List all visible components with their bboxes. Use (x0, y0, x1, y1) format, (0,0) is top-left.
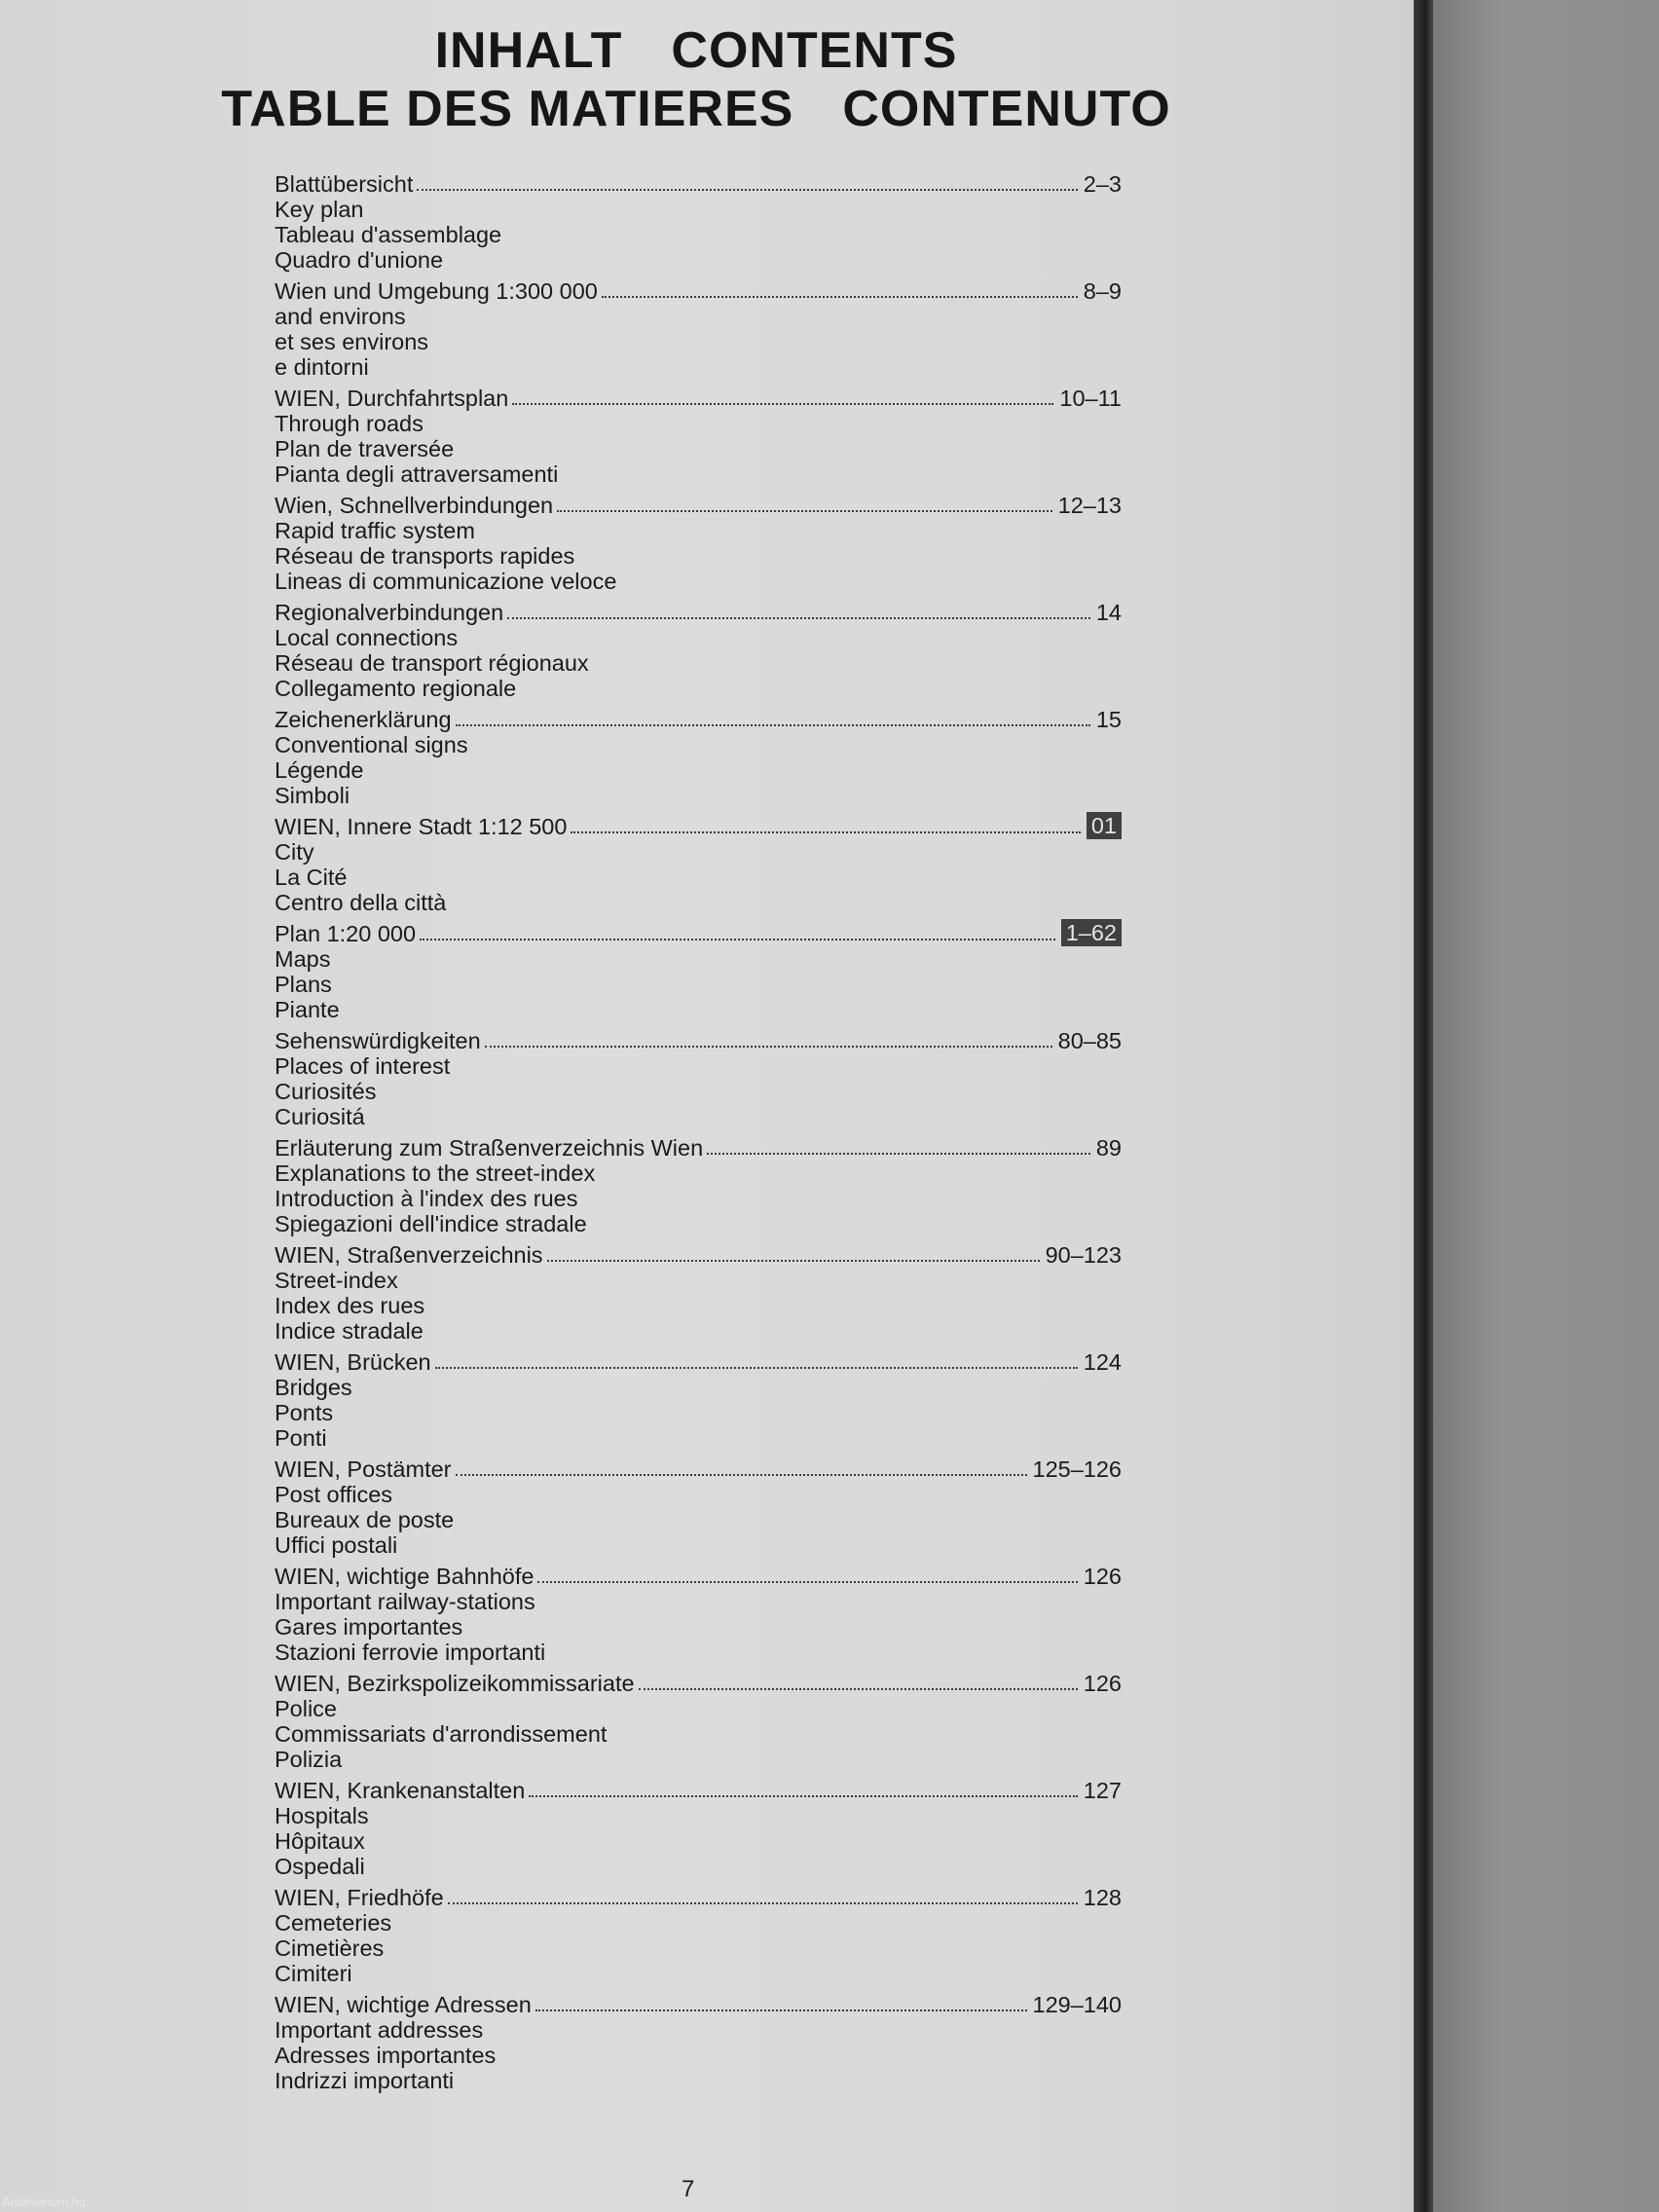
toc-entry-heading (275, 1028, 1122, 1053)
toc-entry-translation: Cimetières (275, 1936, 385, 1961)
dot-leader (456, 724, 1090, 726)
toc-entry-title: Blattübersicht (275, 171, 414, 197)
toc-entry-heading (275, 1456, 1122, 1482)
header-title-contents: CONTENTS (671, 22, 958, 79)
toc-entry-translation: Collegamento regionale (275, 676, 517, 701)
toc-entry-page: 2–3 (1083, 171, 1122, 197)
toc-entry (275, 707, 1122, 808)
toc-entry-translation: Post offices (275, 1482, 393, 1507)
dot-leader (529, 1795, 1077, 1797)
toc-entry-translation: Ponts (275, 1400, 334, 1425)
dot-leader (456, 1474, 1027, 1476)
toc-entry-translation: Plan de traversée (275, 436, 455, 461)
toc-entry-page: 14 (1095, 600, 1122, 625)
toc-entry-page: 89 (1095, 1135, 1122, 1161)
toc-entry-page: 15 (1095, 707, 1122, 732)
toc-entry-title: WIEN, Brücken (275, 1349, 431, 1375)
toc-entry (275, 1028, 1122, 1129)
toc-entry-page-badge: 1–62 (1061, 919, 1122, 946)
toc-entry-page: 8–9 (1083, 278, 1122, 304)
toc-entry-translation: Bridges (275, 1375, 352, 1400)
toc-entry-translation: Introduction à l'index des rues (275, 1186, 578, 1211)
toc-entry-title: Wien, Schnellverbindungen (275, 493, 554, 518)
toc-entry-page: 129–140 (1032, 1992, 1122, 2017)
toc-entry-translation: Simboli (275, 783, 350, 808)
toc-entry-translation: Réseau de transports rapides (275, 543, 575, 569)
toc-entry-translation: Important railway-stations (275, 1589, 535, 1614)
toc-entry-translation: Cimiteri (275, 1961, 352, 1986)
toc-entry-translation: Index des rues (275, 1293, 425, 1318)
toc-entry-translation: Ospedali (275, 1854, 365, 1879)
page-header (0, 21, 1392, 138)
toc-entry-title: WIEN, Bezirkspolizeikommissariate (275, 1671, 635, 1696)
toc-entry-heading (275, 1671, 1122, 1696)
toc-entry-page-badge: 01 (1087, 812, 1122, 839)
toc-entry-translation: Explanations to the street-index (275, 1161, 596, 1186)
dot-leader (507, 617, 1090, 619)
toc-entry-translation: Through roads (275, 411, 424, 436)
dot-leader (602, 296, 1078, 298)
toc-entry-heading (275, 1349, 1122, 1375)
toc-entry-heading (275, 814, 1122, 839)
toc-entry-title: Regionalverbindungen (275, 600, 504, 625)
toc-entry-heading (275, 1992, 1122, 2017)
toc-entry-translation: La Cité (275, 865, 348, 890)
toc-entry-page: 125–126 (1032, 1456, 1122, 1482)
toc-entry (275, 600, 1122, 701)
toc-entry-page: 124 (1083, 1349, 1122, 1375)
toc-entry-heading (275, 493, 1122, 518)
toc-entry-title: WIEN, Krankenanstalten (275, 1778, 526, 1803)
dot-leader (512, 403, 1053, 405)
toc-entry-translation: Street-index (275, 1268, 398, 1293)
toc-entry (275, 1456, 1122, 1558)
toc-entry-translation: Indice stradale (275, 1318, 424, 1344)
toc-entry (275, 171, 1122, 273)
toc-entry-translation: Curiosités (275, 1079, 377, 1104)
dot-leader (420, 939, 1055, 940)
toc-entry-translation: City (275, 839, 314, 865)
toc-entry-translation: Conventional signs (275, 732, 468, 757)
toc-entry-title: WIEN, Friedhöfe (275, 1885, 444, 1910)
toc-entry (275, 814, 1122, 915)
toc-entry-page: 127 (1083, 1778, 1122, 1803)
dot-leader (435, 1367, 1078, 1369)
toc-entry-page: 126 (1083, 1671, 1122, 1696)
toc-entry-translation: Réseau de transport régionaux (275, 650, 589, 676)
toc-entry (275, 1778, 1122, 1879)
toc-entry-title: WIEN, Innere Stadt 1:12 500 (275, 814, 568, 839)
toc-entry-heading (275, 600, 1122, 625)
dot-leader (707, 1153, 1090, 1155)
toc-entry-title: WIEN, Postämter (275, 1456, 452, 1482)
toc-entry-translation: and environs (275, 304, 406, 329)
toc-entry-page: 80–85 (1057, 1028, 1122, 1053)
toc-entry-translation: Cemeteries (275, 1910, 392, 1936)
toc-entry-page: 90–123 (1045, 1242, 1122, 1268)
toc-entry-title: Wien und Umgebung 1:300 000 (275, 278, 598, 304)
toc-entry (275, 1242, 1122, 1344)
toc-entry-translation: Légende (275, 757, 364, 783)
toc-entry-translation: Bureaux de poste (275, 1507, 455, 1532)
dot-leader (639, 1688, 1078, 1690)
toc-entry-page: 126 (1083, 1564, 1122, 1589)
toc-entry-translation: Hôpitaux (275, 1828, 365, 1854)
toc-entry-translation: Maps (275, 946, 331, 972)
page-number: 7 (682, 2176, 695, 2202)
toc-entry (275, 1349, 1122, 1451)
toc-entry-heading (275, 1564, 1122, 1589)
toc-entry (275, 1135, 1122, 1236)
toc-entry-translation: Important addresses (275, 2017, 484, 2043)
dot-leader (557, 510, 1052, 512)
header-line-1 (0, 21, 1392, 80)
toc-entry-heading (275, 1778, 1122, 1803)
toc-entry-translation: Police (275, 1696, 338, 1721)
toc-entry-page: 128 (1083, 1885, 1122, 1910)
toc-entry-translation: Polizia (275, 1747, 343, 1772)
toc-entry-translation: Quadro d'unione (275, 247, 444, 273)
header-title-inhalt: INHALT (434, 22, 623, 79)
toc-entry-translation: Uffici postali (275, 1532, 398, 1558)
toc-entry-translation: Places of interest (275, 1053, 451, 1079)
toc-entry-translation: e dintorni (275, 354, 369, 380)
toc-entry-heading (275, 386, 1122, 411)
header-title-table-des-matieres: TABLE DES MATIERES (221, 81, 794, 137)
toc-entry-translation: Piante (275, 997, 340, 1022)
toc-entry (275, 386, 1122, 487)
toc-entry (275, 921, 1122, 1022)
dot-leader (571, 831, 1080, 833)
page-edge (1414, 0, 1433, 2212)
toc-entry-heading (275, 1135, 1122, 1161)
toc-entry (275, 1885, 1122, 1986)
background-surface (1433, 0, 1659, 2212)
toc-entry-page: 10–11 (1059, 386, 1122, 411)
toc-entry-heading (275, 171, 1122, 197)
toc-entry (275, 493, 1122, 594)
toc-entry-page: 12–13 (1057, 493, 1122, 518)
toc-entry-heading (275, 921, 1122, 946)
toc-entry-translation: Centro della città (275, 890, 447, 915)
toc-entry-translation: Plans (275, 972, 332, 997)
toc-entry-title: Sehenswürdigkeiten (275, 1028, 481, 1053)
toc-entry-heading (275, 1885, 1122, 1910)
toc-entry-translation: Ponti (275, 1425, 327, 1451)
dot-leader (417, 189, 1077, 191)
toc-entry-title: Zeichenerklärung (275, 707, 452, 732)
toc-entry-translation: Pianta degli attraversamenti (275, 461, 559, 487)
header-line-2 (0, 80, 1392, 138)
toc-entry-translation: Gares importantes (275, 1614, 463, 1640)
table-of-contents (275, 171, 1122, 2099)
toc-entry (275, 1564, 1122, 1665)
toc-entry-translation: Spiegazioni dell'indice stradale (275, 1211, 587, 1236)
header-title-contenuto: CONTENUTO (842, 81, 1171, 137)
toc-entry-translation: Stazioni ferrovie importanti (275, 1640, 546, 1665)
toc-entry-heading (275, 707, 1122, 732)
toc-entry-translation: Curiositá (275, 1104, 365, 1129)
toc-entry-translation: Hospitals (275, 1803, 369, 1828)
toc-entry-title: WIEN, Straßenverzeichnis (275, 1242, 543, 1268)
toc-entry (275, 1992, 1122, 2093)
toc-entry-heading (275, 1242, 1122, 1268)
toc-entry-translation: Local connections (275, 625, 459, 650)
toc-entry-heading (275, 278, 1122, 304)
toc-entry-translation: Tableau d'assemblage (275, 222, 502, 247)
toc-entry-title: WIEN, Durchfahrtsplan (275, 386, 509, 411)
toc-entry-translation: Lineas di communicazione veloce (275, 569, 617, 594)
toc-entry-title: WIEN, wichtige Adressen (275, 1992, 532, 2017)
toc-entry-title: Plan 1:20 000 (275, 921, 417, 946)
dot-leader (535, 2009, 1027, 2011)
toc-entry-translation: Rapid traffic system (275, 518, 475, 543)
dot-leader (547, 1260, 1040, 1262)
toc-entry-translation: Indrizzi importanti (275, 2068, 455, 2093)
dot-leader (485, 1046, 1052, 1048)
toc-entry-translation: et ses environs (275, 329, 429, 354)
toc-entry (275, 278, 1122, 380)
dot-leader (448, 1902, 1078, 1904)
dot-leader (537, 1581, 1077, 1583)
toc-entry-translation: Key plan (275, 197, 364, 222)
watermark-text: Antikvarium.hu (2, 2194, 86, 2209)
toc-entry (275, 1671, 1122, 1772)
toc-entry-title: Erläuterung zum Straßenverzeichnis Wien (275, 1135, 704, 1161)
toc-entry-translation: Adresses importantes (275, 2043, 497, 2068)
toc-entry-translation: Commissariats d'arrondissement (275, 1721, 608, 1747)
toc-entry-title: WIEN, wichtige Bahnhöfe (275, 1564, 535, 1589)
